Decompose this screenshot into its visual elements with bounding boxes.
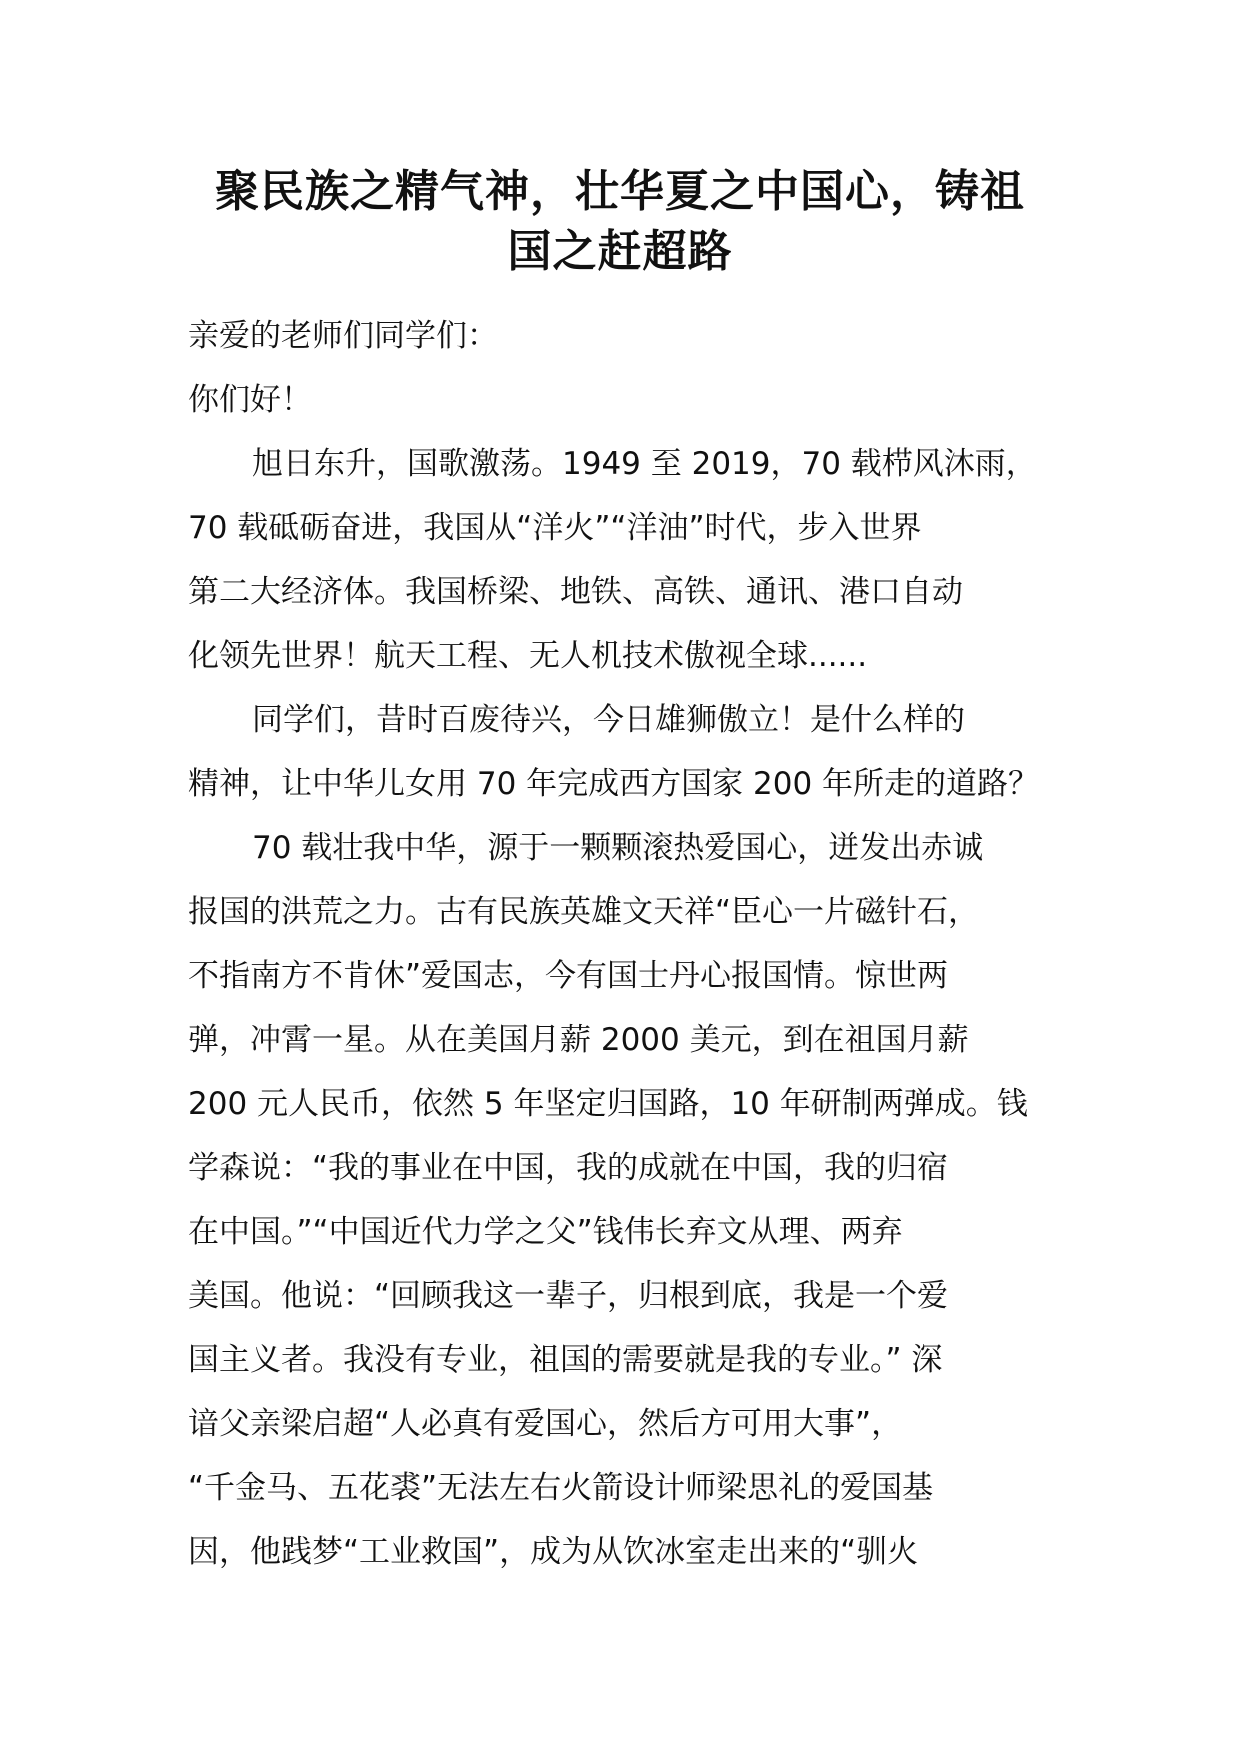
paragraph-line: 美国。他说：“回顾我这一辈子，归根到底，我是一个爱 — [188, 1278, 949, 1314]
paragraph-line: “千金马、五花裘”无法左右火箭设计师梁思礼的爱国基 — [188, 1470, 934, 1506]
paragraph-line: 同学们，昔时百废待兴，今日雄狮傲立！是什么样的 — [252, 702, 965, 738]
paragraph-line: 旭日东升，国歌激荡。1949 至 2019，70 载栉风沐雨， — [252, 446, 1037, 482]
paragraph-line: 因，他践梦“工业救国”，成为从饮冰室走出来的“驯火 — [188, 1534, 919, 1570]
title-line-2: 国之赶超路 — [507, 226, 733, 277]
paragraph-line: 谙父亲梁启超“人必真有爱国心，然后方可用大事”， — [188, 1406, 903, 1442]
paragraph-line: 报国的洪荒之力。古有民族英雄文天祥“臣心一片磁针石， — [188, 894, 980, 930]
paragraph-line: 弹，冲霄一星。从在美国月薪 2000 美元，到在祖国月薪 — [188, 1022, 969, 1058]
paragraph-line: 学森说：“我的事业在中国，我的成就在中国，我的归宿 — [188, 1150, 949, 1186]
paragraph-line: 70 载壮我中华，源于一颗颗滚热爱国心，迸发出赤诚 — [252, 830, 984, 866]
title-line-1: 聚民族之精气神，壮华夏之中国心，铸祖 — [215, 166, 1025, 217]
paragraph-line: 在中国。”“中国近代力学之父”钱伟长弃文从理、两弃 — [188, 1214, 903, 1250]
paragraph-line: 第二大经济体。我国桥梁、地铁、高铁、通讯、港口自动 — [188, 574, 963, 610]
greeting-line: 你们好！ — [188, 382, 312, 418]
paragraph-line: 精神，让中华儿女用 70 年完成西方国家 200 年所走的道路？ — [188, 766, 1040, 802]
salutation-line: 亲爱的老师们同学们： — [188, 318, 498, 354]
paragraph-line: 不指南方不肯休”爱国志，今有国士丹心报国情。惊世两 — [188, 958, 949, 994]
paragraph-line: 200 元人民币，依然 5 年坚定归国路，10 年研制两弹成。钱 — [188, 1086, 1028, 1122]
paragraph-line: 国主义者。我没有专业，祖国的需要就是我的专业。” 深 — [188, 1342, 943, 1378]
page-title — [150, 162, 1090, 282]
paragraph-line: 70 载砥砺奋进，我国从“洋火”“洋油”时代，步入世界 — [188, 510, 922, 546]
body-text — [188, 304, 1068, 1584]
paragraph-line: 化领先世界！航天工程、无人机技术傲视全球...... — [188, 638, 868, 674]
